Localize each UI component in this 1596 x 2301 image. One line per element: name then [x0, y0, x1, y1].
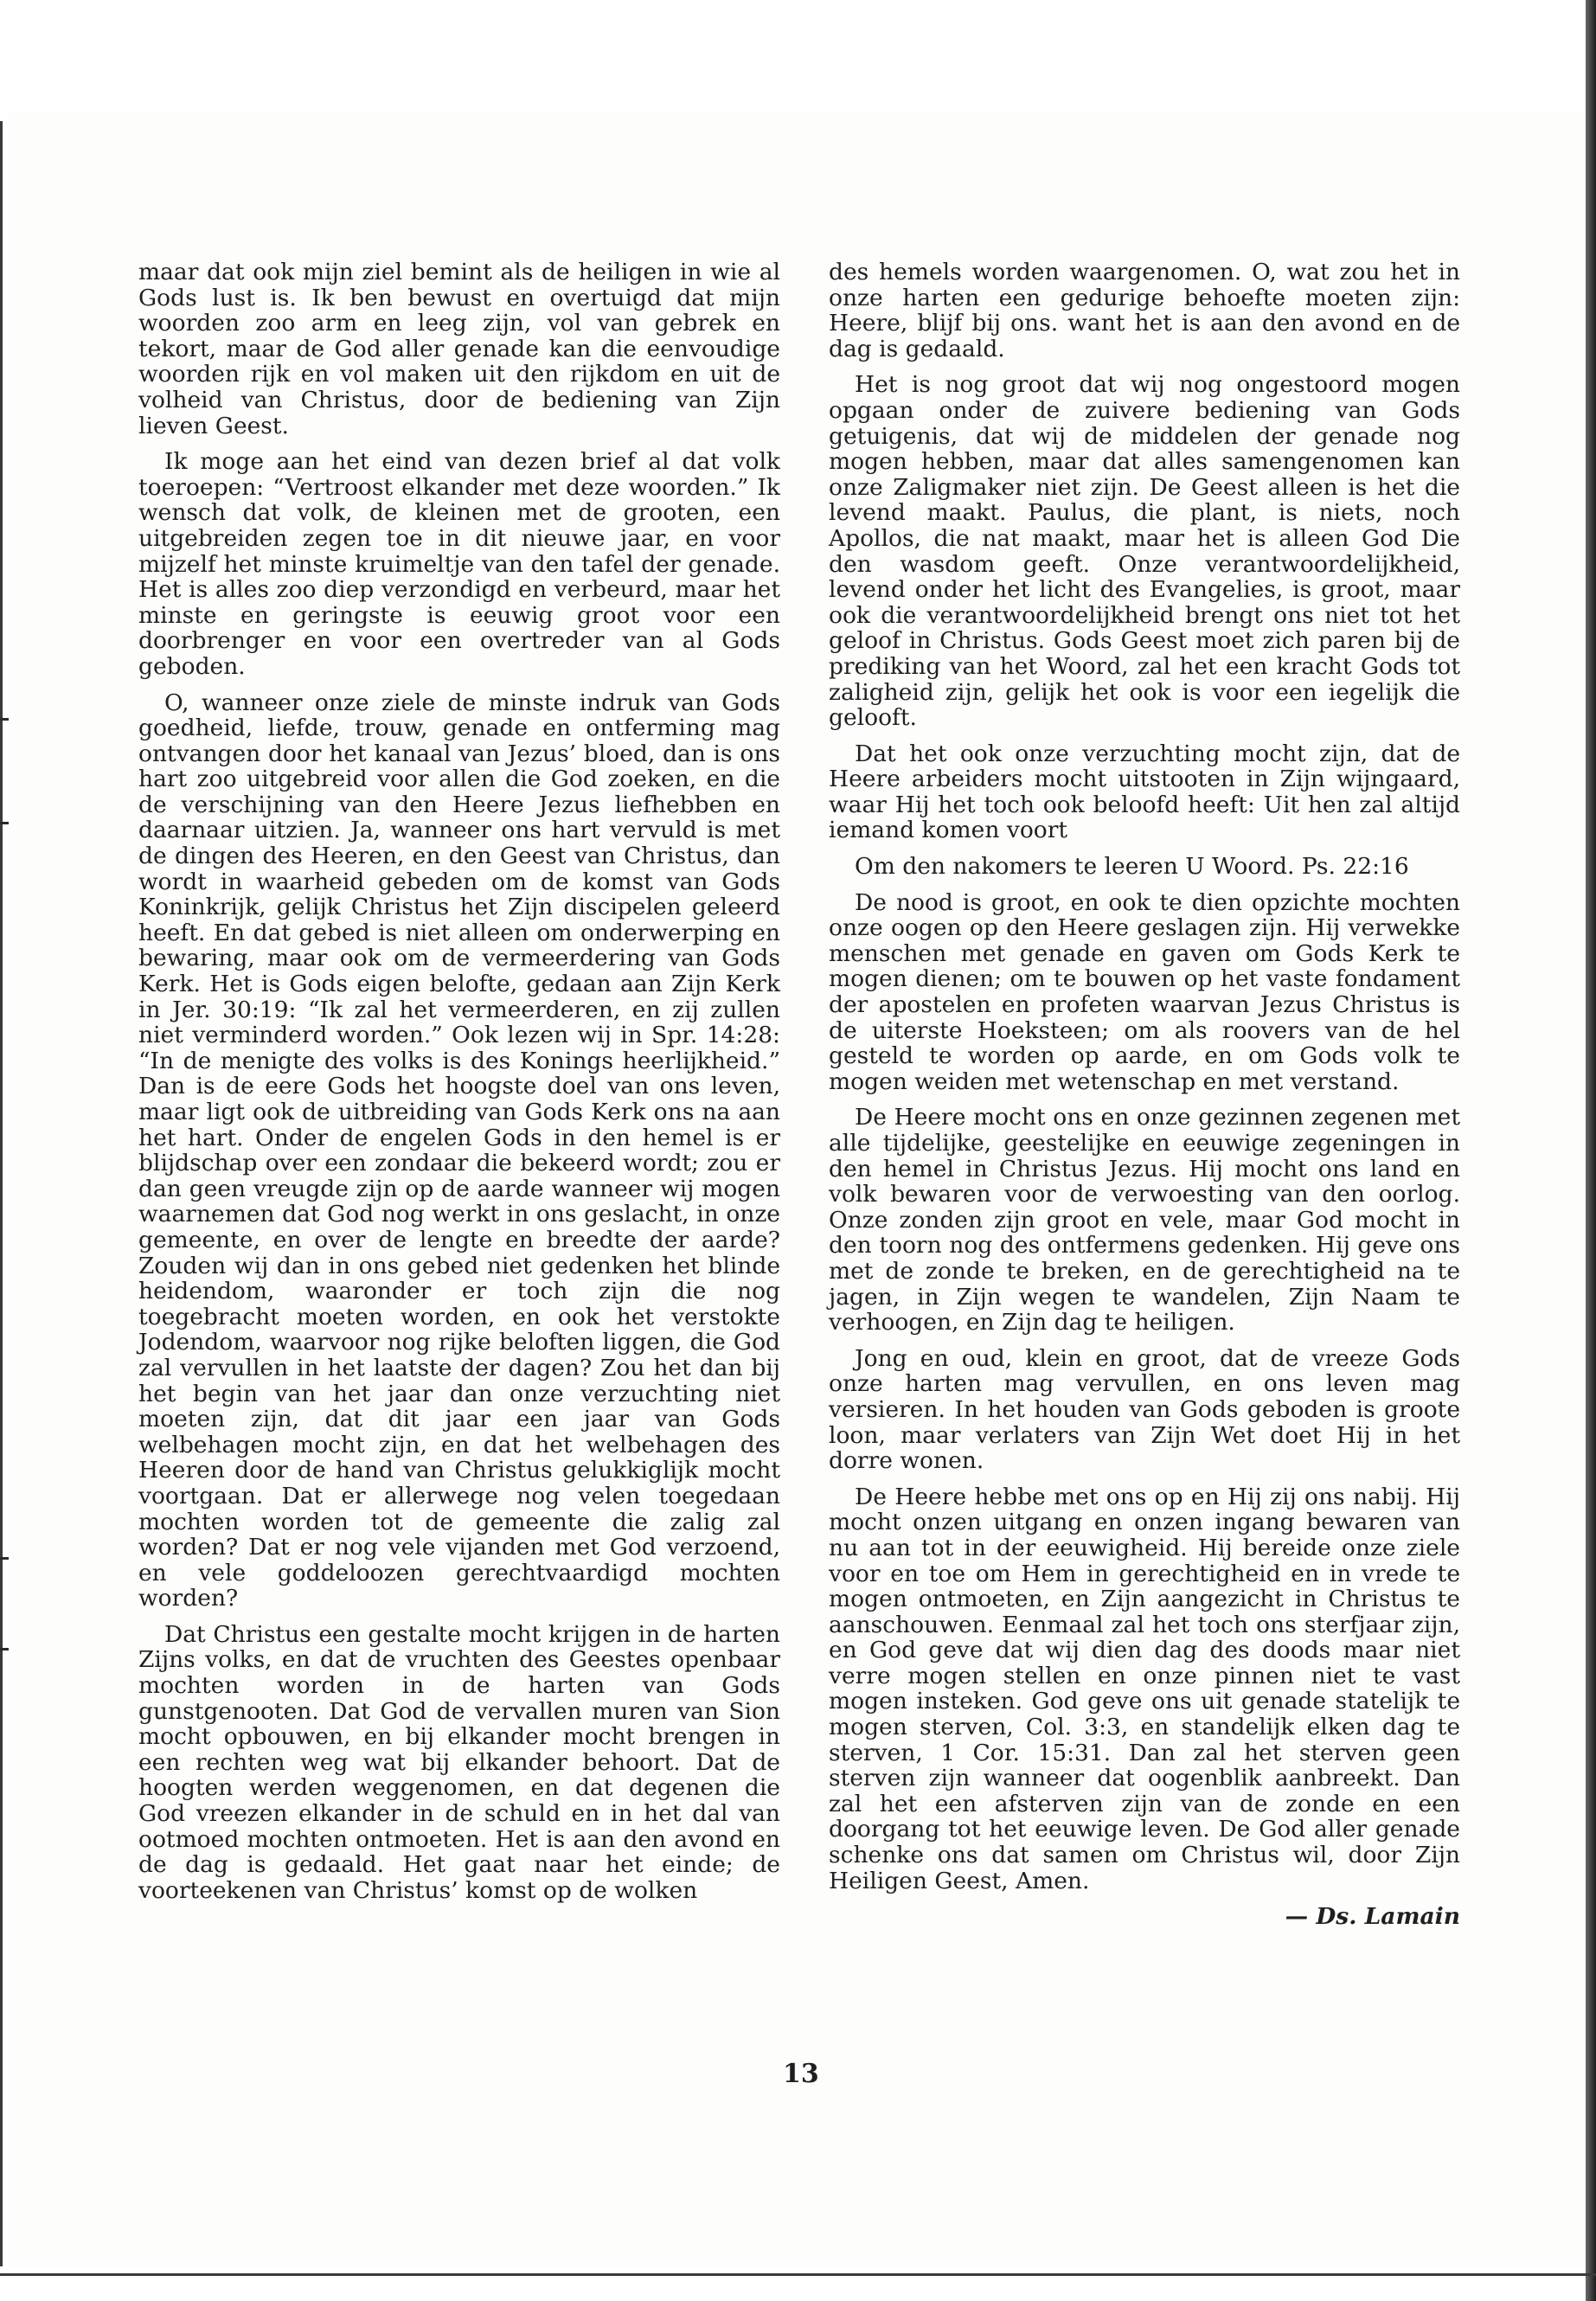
margin-tick — [0, 1557, 9, 1560]
psalm-quote: Om den nakomers te leeren U Woord. Ps. 22:16 — [855, 853, 1409, 881]
right-column — [829, 260, 1460, 1930]
paragraph: Dat Christus een gestalte mocht krijgen in de harten Zijns volks, en dat de vruchten des Geestes openbaar mochten worden in de harten van Gods gunstgenooten. Dat God de vervallen muren van Sion mocht opbouwen, en bij elkander mocht brengen in een rechten weg wat bij elkander behoort. Dat de hoogten werden weggenomen, en dat degenen die God vreezen elkander in de schuld en in het dal van ootmoed mochten ontmoeten. Het is aan den avond en de dag is gedaald. Het gaat naar het einde; de voorteekenen van Christus’ komst op de wolken — [138, 1620, 780, 1904]
paragraph: des hemels worden waargenomen. O, wat zou het in onze harten een gedurige behoefte moeten zijn: Heere, blijf bij ons. want het is aan den avond en de dag is gedaald. — [829, 259, 1460, 362]
paragraph: Jong en oud, klein en groot, dat de vreeze Gods onze harten mag vervullen, en ons leven mag versieren. In het houden van Gods geboden is groote loon, maar verlaters van Zijn Wet doet Hij in het dorre wonen. — [829, 1344, 1460, 1475]
margin-tick — [0, 1648, 9, 1650]
paragraph: O, wanneer onze ziele de minste indruk van Gods goedheid, liefde, trouw, genade en ontferming mag ontvangen door het kanaal van Jezus’ bloed, dan is ons hart zoo uitgebreid voor allen die God zoeken, en die de verschijning van den Heere Jezus liefhebben en daarnaar uitzien. Ja, wanneer ons hart vervuld is met de dingen des Heeren, en den Geest van Christus, dan wordt in waarheid gebeden om de komst van Gods Koninkrijk, gelijk Christus het Zijn discipelen geleerd heeft. En dat gebed is niet alleen om onderwerping en bewaring, maar ook om de vermeerdering van Gods Kerk. Het is Gods eigen belofte, gedaan aan Zijn Kerk in Jer. 30:19: “Ik zal het vermeerderen, en zij zullen niet verminderd worden.” Ook lezen wij in Spr. 14:28: “In de menigte des volks is des Konings heerlijkheid.” Dan is de eere Gods het hoogste doel van ons leven, maar ligt ook de uitbreiding van Gods Kerk ons na aan het hart. Onder de engelen Gods in den hemel is er blijdschap over een zondaar die bekeerd wordt; zou er dan geen vreugde zijn op de aarde wanneer wij mogen waarnemen dat God nog werkt in ons geslacht, in onze gemeente, en over de lengte en breedte der aarde? Zouden wij dan in ons gebed niet gedenken het blinde heidendom, waaronder er toch zijn die nog toegebracht moeten worden, en ook het verstokte Jodendom, waarvoor nog rijke beloften liggen, die God zal vervullen in het laatste der dagen? Zou het dan bij het begin van het jaar dan onze verzuchting niet moeten zijn, dat dit jaar een jaar van Gods welbehagen mocht zijn, en dat het welbehagen des Heeren door de hand van Christus gelukkiglijk mocht voortgaan. Dat er allerwege nog velen toegedaan mochten worden tot de gemeente die zalig zal worden? Dat er nog vele vijanden met God verzoend, en vele goddeloozen gerechtvaardigd mochten worden? — [138, 689, 780, 1612]
scan-edge-right — [1586, 0, 1596, 2301]
scan-edge-left — [0, 121, 3, 2266]
paragraph: maar dat ook mijn ziel bemint als de heiligen in wie al Gods lust is. Ik ben bewust en overtuigd dat mijn woorden zoo arm en leeg zijn, vol van gebrek en tekort, maar de God aller genade kan die eenvoudige woorden rijk en vol maken uit den rijkdom en uit de volheid van Christus, door de bediening van Zijn lieven Geest. — [138, 259, 780, 439]
signature: — Ds. Lamain — [1285, 1903, 1460, 1931]
left-column — [138, 260, 780, 1913]
paragraph: De nood is groot, en ook te dien opzichte mochten onze oogen op den Heere geslagen zijn. Hij verwekke menschen met genade en gaven om Gods Kerk te mogen dienen; om te bouwen op het vaste fondament der apostelen en profeten waarvan Jezus Christus is de uiterste Hoeksteen; om als roovers van de hel gesteld te worden op aarde, en om Gods volk te mogen weiden met wetenschap en met verstand. — [829, 888, 1460, 1095]
paragraph: Ik moge aan het eind van dezen brief al dat volk toeroepen: “Vertroost elkander met deze woorden.” Ik wensch dat volk, de kleinen met de grooten, een uitgebreiden zegen toe in dit nieuwe jaar, en voor mijzelf het minste kruimeltje van den tafel der genade. Het is alles zoo diep verzondigd en verbeurd, maar het minste en geringste is eeuwig groot voor een doorbrenger en voor een overtreder van al Gods geboden. — [138, 448, 780, 680]
margin-tick — [0, 822, 9, 824]
scan-edge-bottom — [0, 2273, 1596, 2276]
paragraph: De Heere hebbe met ons op en Hij zij ons nabij. Hij mocht onzen uitgang en onzen ingang bewaren van nu aan tot in der eeuwigheid. Hij bereide onze ziele voor en toe om Hem in gerechtigheid en in vrede te mogen ontmoeten, en Zijn aangezicht in Christus te aanschouwen. Eenmaal zal het toch ons sterfjaar zijn, en God geve dat wij dien dag des doods maar niet verre mogen stellen en onze pinnen niet te vast mogen insteken. God geve ons uit genade statelijk te mogen sterven, Col. 3:3, en standelijk elken dag te sterven, 1 Cor. 15:31. Dan zal het sterven geen sterven zijn wanneer dat oogenblik aanbreekt. Dan zal het een afsterven zijn van de zonde en een doorgang tot het eeuwige leven. De God aller genade schenke ons dat samen om Christus wil, door Zijn Heiligen Geest, Amen. — [829, 1483, 1460, 1894]
margin-tick — [0, 718, 9, 721]
paragraph: Dat het ook onze verzuchting mocht zijn, dat de Heere arbeiders mocht uitstooten in Zijn wijngaard, waar Hij het toch ook beloofd heeft: Uit hen zal altijd iemand komen voort — [829, 740, 1460, 844]
page-number: 13 — [783, 2059, 819, 2089]
paragraph: Het is nog groot dat wij nog ongestoord mogen opgaan onder de zuivere bediening van Gods getuigenis, dat wij de middelen der genade nog mogen hebben, maar dat alles samengenomen kan onze Zaligmaker niet zijn. De Geest alleen is het die levend maakt. Paulus, die plant, is niets, noch Apollos, die nat maakt, maar het is alleen God Die den wasdom geeft. Onze verantwoordelijkheid, levend onder het licht des Evangelies, is groot, maar ook die verantwoordelijkheid brengt ons niet tot het geloof in Christus. Gods Geest moet zich paren bij de prediking van het Woord, zal het een kracht Gods tot zaligheid zijn, gelijk het ook is voor een iegelijk die gelooft. — [829, 371, 1460, 732]
paragraph: De Heere mocht ons en onze gezinnen zegenen met alle tijdelijke, geestelijke en eeuwige zegeningen in den hemel in Christus Jezus. Hij mocht ons land en volk bewaren voor de verwoesting van den oorlog. Onze zonden zijn groot en vele, maar God mocht in den toorn nog des ontfermens gedenken. Hij geve ons met de zonde te breken, en de gerechtigheid na te jagen, in Zijn wegen te wandelen, Zijn Naam te verhoogen, en Zijn dag te heiligen. — [829, 1104, 1460, 1336]
